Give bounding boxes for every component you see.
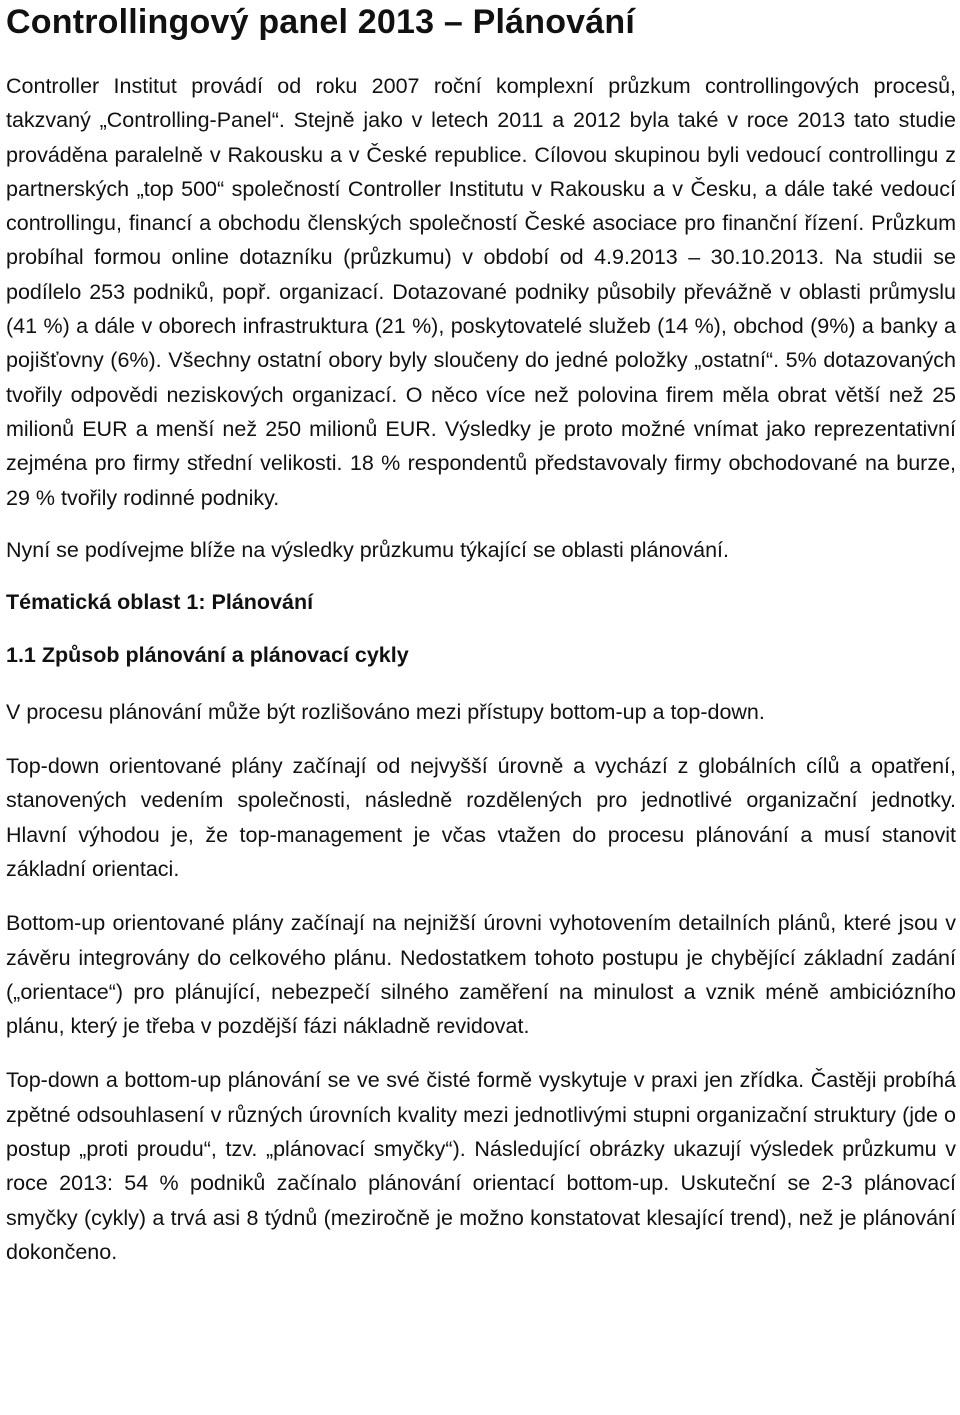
results-intro-paragraph: Nyní se podívejme blíže na výsledky průzkumu týkající se oblasti plánování. xyxy=(6,537,729,562)
bottom-up-paragraph: Bottom-up orientované plány začínají na nejnižší úrovni vyhotovením detailních plánů, které jsou v závěru integrovány do celkového plánu. Nedostatkem tohoto postupu je chybějící základní zadání („orientace“) pro plánující, nebezpečí silného zaměření na minulost a vznik méně ambiciózního plánu, který je třeba v pozdější fázi nákladně revidovat. xyxy=(6,911,956,1039)
top-down-paragraph: Top-down orientované plány začínají od nejvyšší úrovně a vychází z globálních cílů a opatření, stanovených vedením společnosti, následně rozdělených pro jednotlivé organizační jednotky. Hlavní výhodou je, že top-management je včas vtažen do procesu plánování a musí stanovit základní orientaci. xyxy=(6,754,956,881)
document-page xyxy=(6,0,956,1269)
combined-planning-paragraph: Top-down a bottom-up plánování se ve své čisté formě vyskytuje v praxi jen zřídka. Častěji probíhá zpětné odsouhlasení v různých úrovních kvality mezi jednotlivými stupni organizační struktury (jde o postup „proti proudu“, tzv. „plánovací smyčky“). Následující obrázky ukazují výsledek průzkumu v roce 2013: 54 % podniků začínalo plánování orientací bottom-up. Uskuteční se 2-3 plánovací smyčky (cykly) a trvá asi 8 týdnů (meziročně je možno konstatovat klesající trend), než je plánování dokončeno. xyxy=(6,1068,956,1264)
document-title: Controllingový panel 2013 – Plánování xyxy=(6,3,636,41)
area-heading: Tématická oblast 1: Plánování xyxy=(6,590,314,615)
intro-paragraph: Controller Institut provádí od roku 2007 roční komplexní průzkum controllingových procesů, takzvaný „Controlling-Panel“. Stejně jako v letech 2011 a 2012 byla také v roce 2013 tato studie prováděna paralelně v Rakousku a v České republice. Cílovou skupinou byli vedoucí controllingu z partnerských „top 500“ společností Controller Institutu v Rakousku a v Česku, a dále také vedoucí controllingu, financí a obchodu členských společností České asociace pro finanční řízení. Průzkum probíhal formou online dotazníku (průzkumu) v období od 4.9.2013 – 30.10.2013. Na studii se podílelo 253 podniků, popř. organizací. Dotazované podniky působily převážně v oblasti průmyslu (41 %) a dále v oborech infrastruktura (21 %), poskytovatelé služeb (14 %), obchod (9%) a banky a pojišťovny (6%). Všechny ostatní obory byly sloučeny do jedné položky „ostatní“. 5% dotazovaných tvořily odpovědi neziskových organizací. O něco více než polovina firem měla obrat větší než 25 milionů EUR a menší než 250 milionů EUR. Výsledky je proto možné vnímat jako reprezentativní zejména pro firmy střední velikosti. 18 % respondentů představovaly firmy obchodované na burze, 29 % tvořily rodinné podniky. xyxy=(6,74,956,510)
planning-process-paragraph: V procesu plánování může být rozlišováno mezi přístupy bottom-up a top-down. xyxy=(6,699,765,724)
section-heading: 1.1 Způsob plánování a plánovací cykly xyxy=(6,643,409,668)
